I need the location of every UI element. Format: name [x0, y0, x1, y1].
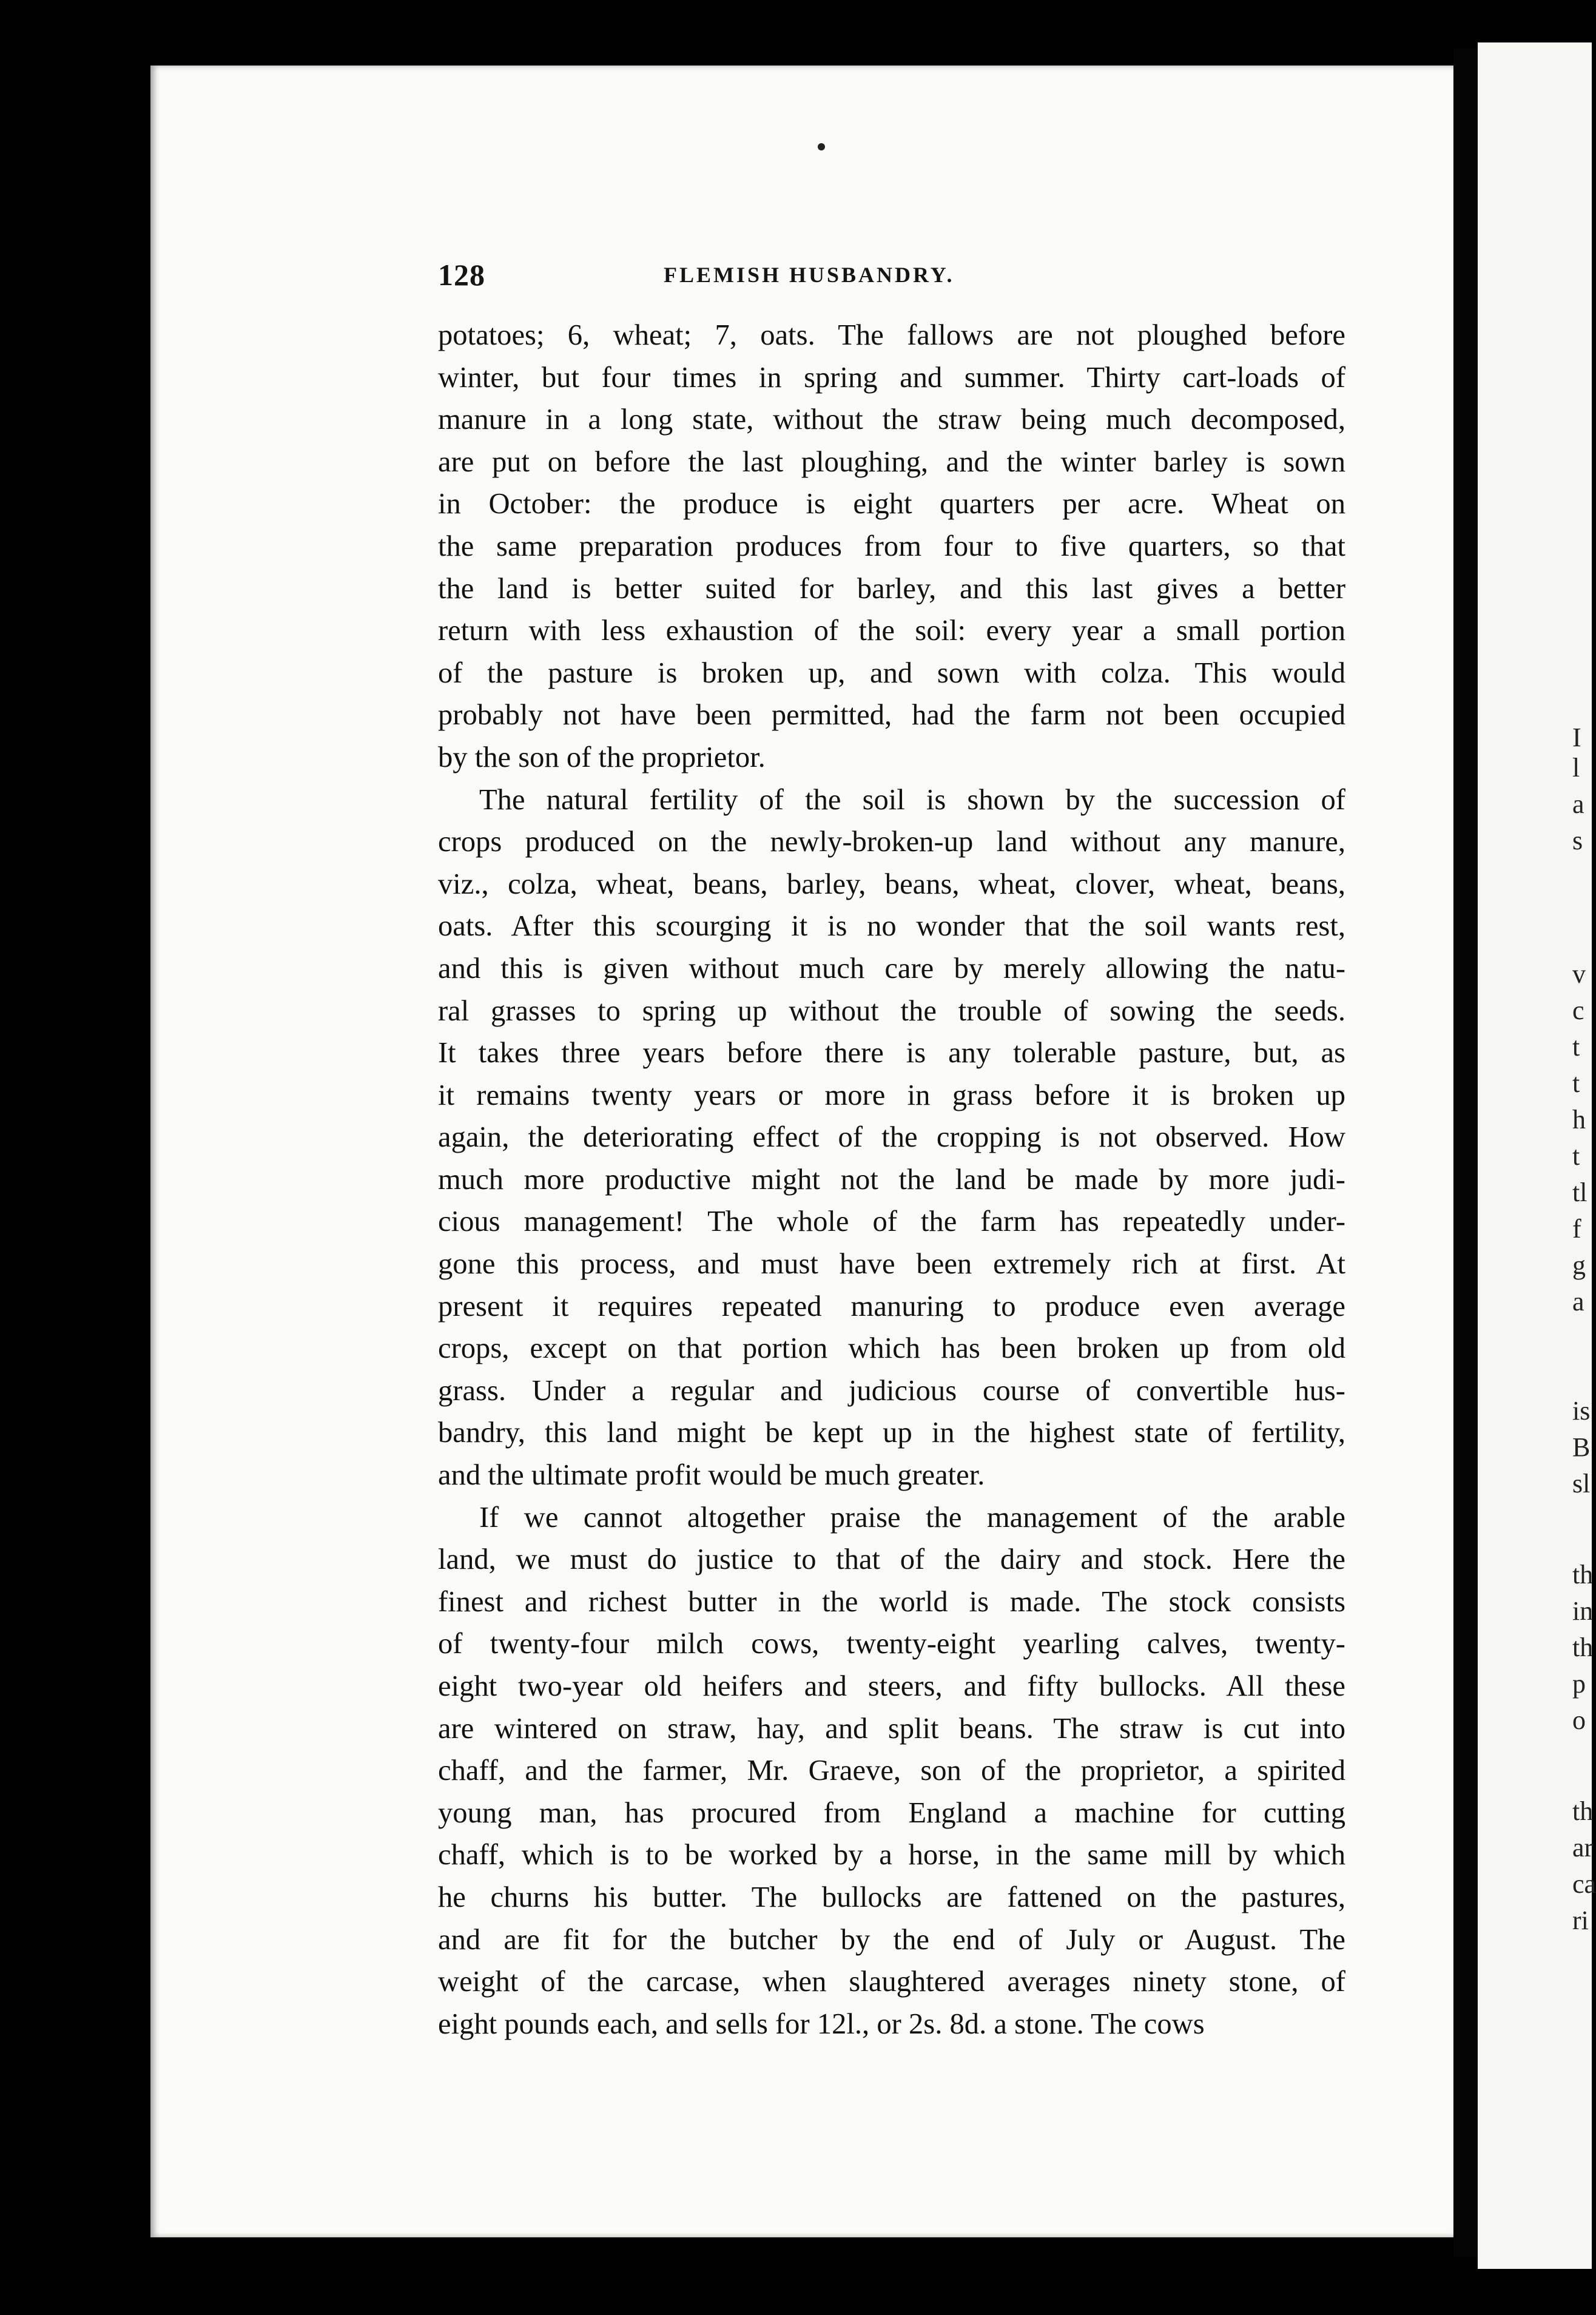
facing-page-fragment: ri [1572, 1906, 1589, 1935]
text-line: finest and richest butter in the world is made. The stock consists [438, 1585, 1345, 1618]
facing-page-fragment: th [1572, 1633, 1594, 1662]
body-text [438, 314, 1345, 2045]
facing-page-fragment: c [1572, 996, 1584, 1025]
text-line: oats. After this scourging it is no wonder that the soil wants rest, [438, 909, 1345, 943]
text-line: The natural fertility of the soil is shown by the succession of [479, 783, 1345, 816]
facing-page-fragment: B [1572, 1432, 1591, 1462]
text-line: he churns his butter. The bullocks are fattened on the pastures, [438, 1880, 1345, 1913]
ink-speck [818, 143, 825, 150]
facing-page-fragment: t [1572, 1032, 1580, 1062]
paragraph [438, 779, 1345, 1497]
page-header [438, 257, 1342, 300]
text-line: the land is better suited for barley, and this last gives a better [438, 571, 1345, 605]
text-line: and the ultimate profit would be much greater. [438, 1458, 985, 1492]
text-line: eight two-year old heifers and steers, and fifty bullocks. All these [438, 1670, 1345, 1702]
facing-page-fragment: p [1572, 1669, 1586, 1699]
text-line: cious management! The whole of the farm has repeatedly under- [438, 1205, 1345, 1238]
text-line: eight pounds each, and sells for 12l., or 2s. 8d. a stone. The cows [438, 2007, 1205, 2040]
facing-page-fragment: a [1572, 1287, 1584, 1316]
facing-page-fragment: is [1572, 1396, 1591, 1426]
paragraph [438, 314, 1345, 779]
text-line: chaff, and the farmer, Mr. Graeve, son of the proprietor, a spirited [438, 1754, 1345, 1787]
text-line: and this is given without much care by merely allowing the natu- [438, 951, 1345, 985]
facing-page-fragment: o [1572, 1705, 1586, 1735]
facing-page-fragment: I [1572, 723, 1581, 752]
text-line: by the son of the proprietor. [438, 740, 766, 773]
facing-page-fragment: ca [1572, 1869, 1596, 1899]
facing-page-fragment: sl [1572, 1469, 1591, 1498]
facing-page-fragment: v [1572, 959, 1586, 989]
text-line: crops produced on the newly-broken-up land without any manure, [438, 825, 1345, 858]
text-line: chaff, which is to be worked by a horse, in the same mill by which [438, 1838, 1345, 1872]
text-line: ral grasses to spring up without the trouble of sowing the seeds. [438, 994, 1345, 1027]
text-line: potatoes; 6, wheat; 7, oats. The fallows are not ploughed before [438, 318, 1345, 351]
text-line: are put on before the last ploughing, and the winter barley is sown [438, 445, 1345, 478]
text-line: bandry, this land might be kept up in the highest state of fertility, [438, 1416, 1345, 1449]
text-line: grass. Under a regular and judicious course of convertible hus- [438, 1373, 1345, 1407]
facing-page-fragment: a [1572, 789, 1584, 819]
text-line: land, we must do justice to that of the dairy and stock. Here the [438, 1543, 1345, 1576]
text-line: winter, but four times in spring and summer. Thirty cart-loads of [438, 360, 1345, 394]
facing-page-fragment: g [1572, 1250, 1586, 1280]
text-line: gone this process, and must have been extremely rich at first. At [438, 1247, 1345, 1281]
text-line: and are fit for the butcher by the end of July or August. The [438, 1922, 1345, 1956]
text-line: the same preparation produces from four to five quarters, so that [438, 529, 1345, 562]
text-line: return with less exhaustion of the soil: every year a small portion [438, 614, 1345, 647]
page-number: 128 [438, 258, 485, 292]
facing-page-fragment: th [1572, 1560, 1594, 1589]
facing-page-fragment: l [1572, 753, 1580, 783]
page-gutter [1453, 49, 1478, 2257]
text-line: are wintered on straw, hay, and split beans. The straw is cut into [438, 1711, 1345, 1745]
facing-page-fragment: s [1572, 826, 1583, 855]
text-line: present it requires repeated manuring to produce even average [438, 1289, 1345, 1323]
facing-page-text-fragments [1572, 0, 1596, 2315]
facing-page-fragment: tl [1572, 1178, 1588, 1207]
facing-page-fragment: ar [1572, 1833, 1594, 1862]
text-line: young man, has procured from England a machine for cutting [438, 1796, 1345, 1829]
text-line: much more productive might not the land be made by more judi- [438, 1162, 1345, 1196]
text-line: viz., colza, wheat, beans, barley, beans, wheat, clover, wheat, beans, [438, 867, 1345, 900]
text-line: again, the deteriorating effect of the cropping is not observed. How [438, 1120, 1345, 1154]
running-head: FLEMISH HUSBANDRY. [664, 263, 955, 287]
text-line: of twenty-four milch cows, twenty-eight yearling calves, twenty- [438, 1627, 1345, 1660]
facing-page-fragment: th [1572, 1796, 1594, 1826]
text-line: in October: the produce is eight quarters per acre. Wheat on [438, 487, 1345, 521]
text-line: it remains twenty years or more in grass before it is broken up [438, 1078, 1345, 1111]
text-line: If we cannot altogether praise the management of the arable [479, 1500, 1345, 1534]
text-line: crops, except on that portion which has been broken up from old [438, 1332, 1345, 1365]
facing-page-fragment: f [1572, 1214, 1581, 1244]
text-line: It takes three years before there is any tolerable pasture, but, as [438, 1036, 1345, 1070]
text-line: of the pasture is broken up, and sown with colza. This would [438, 656, 1345, 689]
text-line: weight of the carcase, when slaughtered averages ninety stone, of [438, 1965, 1345, 1998]
text-line: probably not have been permitted, had the farm not been occupied [438, 698, 1345, 732]
facing-page-fragment: h [1572, 1105, 1586, 1134]
text-line: manure in a long state, without the straw being much decomposed, [438, 403, 1345, 436]
facing-page-fragment: t [1572, 1068, 1580, 1098]
paragraph [438, 1497, 1345, 2046]
facing-page-fragment: in [1572, 1596, 1594, 1626]
facing-page-fragment: t [1572, 1141, 1580, 1171]
